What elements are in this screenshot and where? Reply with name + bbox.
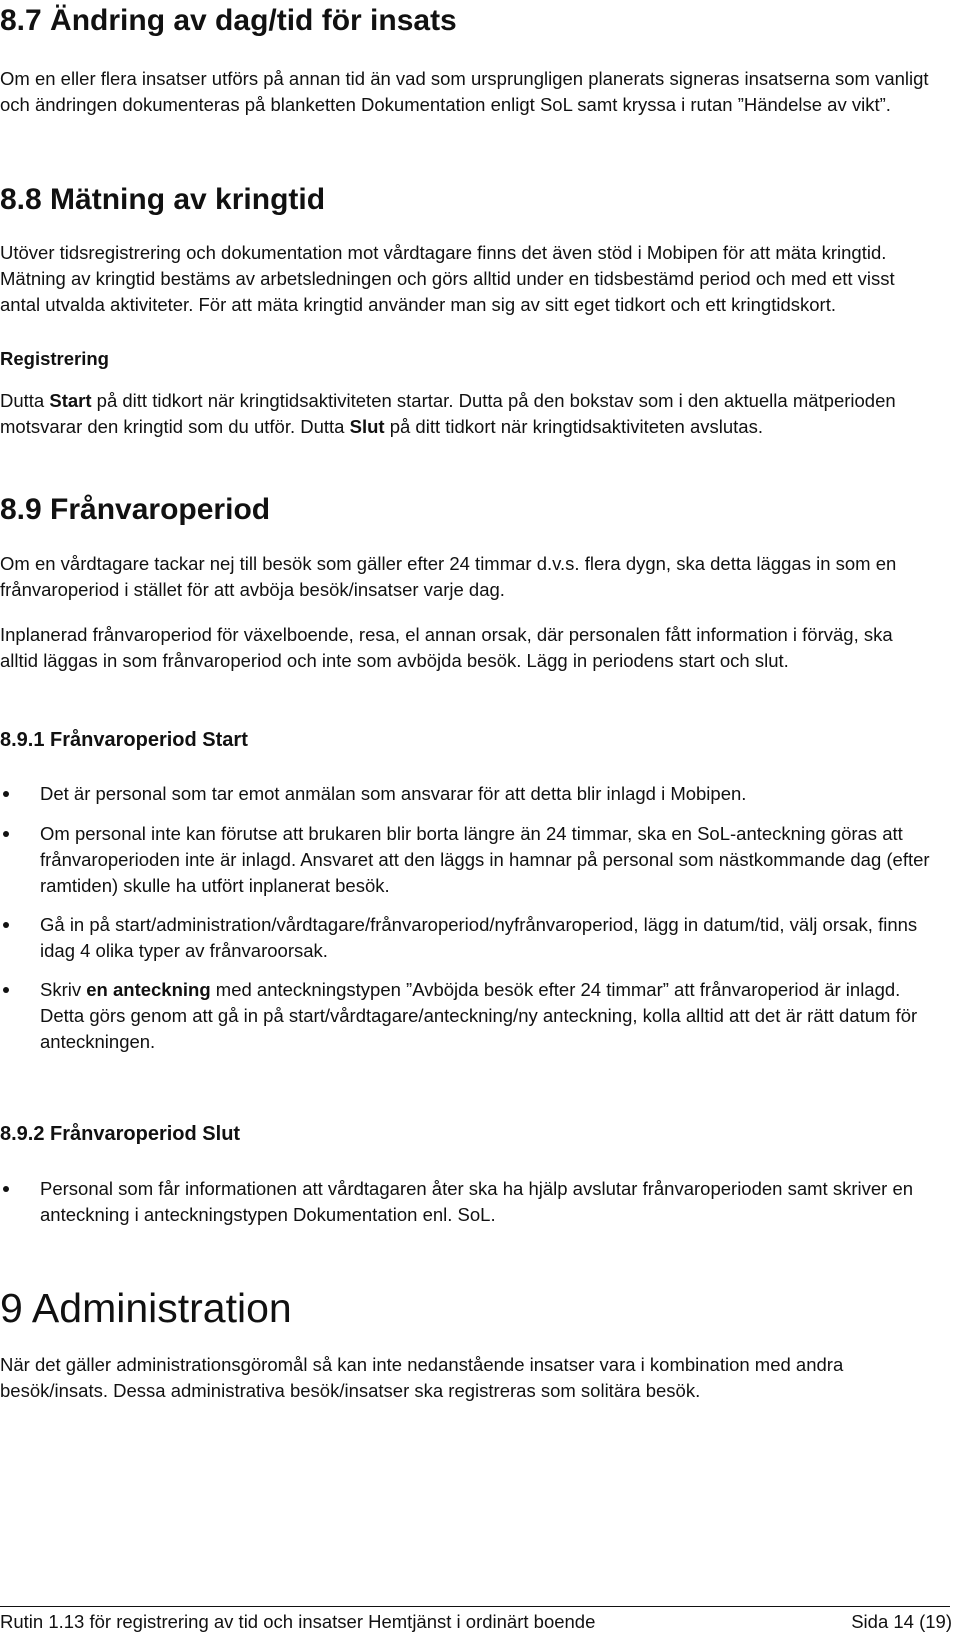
footer-document-title: Rutin 1.13 för registrering av tid och insatser Hemtjänst i ordinärt boende — [0, 1611, 596, 1632]
bullet-list-8-9-1 — [0, 821, 930, 899]
bullet-list-8-9-1 — [0, 781, 930, 807]
bullet-icon — [3, 922, 9, 928]
registrering-label: Registrering — [0, 348, 109, 369]
paragraph-8-8: Utöver tidsregistrering och dokumentation mot vårdtagare finns det även stöd i Mobipen för att mäta kringtid. Mätning av kringtid bestäms av arbetsledningen och görs alltid under en tidsbestämd period och med ett visst antal utvalda aktiviteter. För att mäta kringtid använder man sig av sitt eget tidkort och ett kringtidskort. — [0, 242, 895, 315]
bullet-icon — [3, 791, 9, 797]
slut-keyword: Slut — [349, 416, 385, 437]
list-item: Det är personal som tar emot anmälan som ansvarar för att detta blir inlagd i Mobipen. — [0, 781, 930, 807]
start-keyword: Start — [49, 390, 92, 411]
bullet-list-8-9-1 — [0, 912, 930, 964]
footer-divider — [0, 1606, 950, 1607]
heading-8-7: 8.7 Ändring av dag/tid för insats — [0, 4, 457, 37]
paragraph-9: När det gäller administrationsgöromål så kan inte nedanstående insatser vara i kombination med andra besök/insats. Dessa administrativa besök/insatser ska registreras som solitära besök. — [0, 1354, 844, 1401]
anteckning-keyword: en anteckning — [86, 979, 211, 1000]
list-item: Om personal inte kan förutse att brukaren blir borta längre än 24 timmar, ska en SoL-anteckning göras att frånvaroperioden inte är inlagd. Ansvaret att den läggs in hamnar på personal som nästkommande dag (efter ramtiden) skulle ha utfört inplanerat besök. — [0, 821, 930, 899]
bullet-icon — [3, 1186, 9, 1192]
heading-8-9: 8.9 Frånvaroperiod — [0, 493, 271, 526]
heading-9: 9 Administration — [0, 1285, 292, 1331]
list-item: Personal som får informationen att vårdtagaren åter ska ha hjälp avslutar frånvaroperioden samt skriver en anteckning i anteckningstypen Dokumentation enl. SoL. — [0, 1176, 930, 1228]
bullet-icon — [3, 831, 9, 837]
heading-8-8: 8.8 Mätning av kringtid — [0, 183, 326, 216]
paragraph-registrering: Dutta Start på ditt tidkort när kringtidsaktiviteten startar. Dutta på den bokstav som i den aktuella mätperioden motsvarar den kringtid som du utför. Dutta Slut på ditt tidkort när kringtidsaktiviteten avslutas. — [0, 390, 896, 437]
paragraph-8-7: Om en eller flera insatser utförs på annan tid än vad som ursprungligen planerats signeras insatserna som vanligt och ändringen dokumenteras på blanketten Dokumentation enligt SoL samt kryssa i rutan ”Händelse av vikt”. — [0, 68, 929, 115]
list-item: Skriv en anteckning med anteckningstypen ”Avböjda besök efter 24 timmar” att frånvaroperiod är inlagd. Detta görs genom att gå in på start/vårdtagare/anteckning/ny anteckning, kolla alltid att det är rätt datum för anteckningen. — [0, 977, 930, 1055]
bullet-list-8-9-1 — [0, 977, 930, 1055]
paragraph-8-9-b: Inplanerad frånvaroperiod för växelboende, resa, el annan orsak, där personalen fått information i förväg, ska alltid läggas in som frånvaroperiod och inte som avböjda besök. Lägg in periodens start och slut. — [0, 624, 893, 671]
footer-page-number: Sida 14 (19) — [851, 1611, 952, 1632]
bullet-list-8-9-2 — [0, 1176, 930, 1228]
bullet-icon — [3, 987, 9, 993]
heading-8-9-1: 8.9.1 Frånvaroperiod Start — [0, 729, 248, 751]
paragraph-8-9-a: Om en vårdtagare tackar nej till besök som gäller efter 24 timmar d.v.s. flera dygn, ska detta läggas in som en frånvaroperiod i stället för att avböja besök/insatser varje dag. — [0, 553, 897, 600]
heading-8-9-2: 8.9.2 Frånvaroperiod Slut — [0, 1123, 241, 1145]
list-item: Gå in på start/administration/vårdtagare/frånvaroperiod/nyfrånvaroperiod, lägg in datum/tid, välj orsak, finns idag 4 olika typer av frånvaroorsak. — [0, 912, 930, 964]
